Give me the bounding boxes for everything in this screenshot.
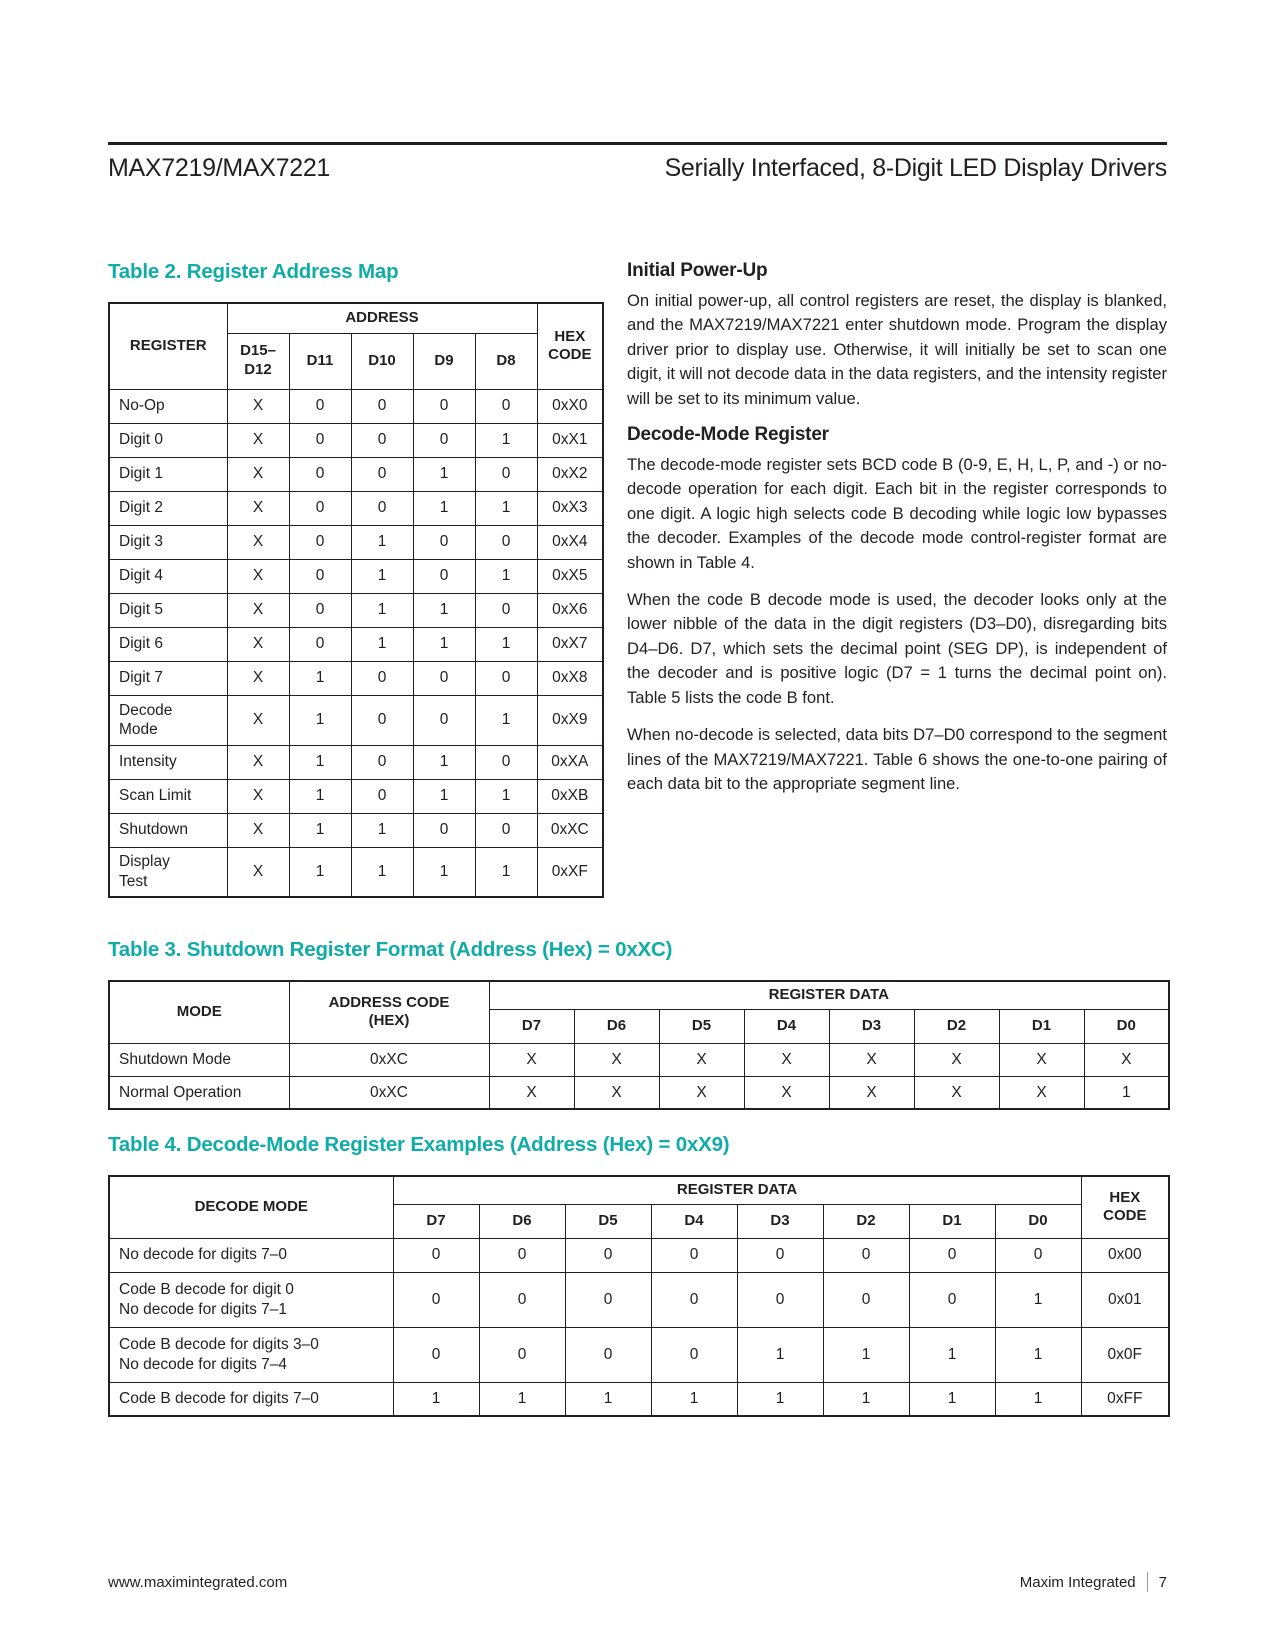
- footer-separator: [1147, 1572, 1148, 1592]
- bit-cell: X: [744, 1043, 829, 1076]
- mode-cell: Shutdown Mode: [109, 1043, 289, 1076]
- page-header: [108, 142, 1167, 183]
- col-header-d8: D8: [475, 333, 537, 389]
- bit-cell: X: [829, 1076, 914, 1109]
- bit-cell: X: [574, 1076, 659, 1109]
- table-row: [109, 779, 603, 813]
- table2-title: Table 2. Register Address Map: [108, 260, 399, 283]
- bit-cell: 1: [289, 847, 351, 897]
- register-name-cell: Digit 0: [109, 423, 227, 457]
- bit-cell: 1: [909, 1327, 995, 1382]
- bit-cell: X: [227, 627, 289, 661]
- bit-cell: 1: [475, 491, 537, 525]
- bit-cell: X: [659, 1076, 744, 1109]
- table-row: [109, 661, 603, 695]
- bit-cell: 0: [351, 423, 413, 457]
- section-decode-mode-register: [627, 424, 1167, 796]
- bit-cell: 0: [651, 1327, 737, 1382]
- col-header-d6: D6: [574, 1009, 659, 1043]
- footer-company: Maxim Integrated: [1019, 1573, 1136, 1591]
- hex-cell: 0xX2: [537, 457, 603, 491]
- bit-cell: 0: [565, 1272, 651, 1327]
- col-header-d7: D7: [489, 1009, 574, 1043]
- address-cell: 0xXC: [289, 1076, 489, 1109]
- bit-cell: 0: [289, 423, 351, 457]
- bit-cell: X: [227, 559, 289, 593]
- bit-cell: 0: [289, 457, 351, 491]
- bit-cell: X: [227, 745, 289, 779]
- bit-cell: X: [489, 1043, 574, 1076]
- bit-cell: X: [914, 1043, 999, 1076]
- product-name: MAX7219/MAX7221: [108, 154, 331, 182]
- hex-cell: 0xX0: [537, 389, 603, 423]
- bit-cell: 1: [289, 745, 351, 779]
- bit-cell: 0: [909, 1272, 995, 1327]
- col-header-d2: D2: [823, 1204, 909, 1238]
- right-column: [627, 260, 1167, 898]
- bit-cell: 0: [351, 779, 413, 813]
- table3-title: Table 3. Shutdown Register Format (Address (Hex) = 0xXC): [108, 938, 673, 961]
- hex-cell: 0x0F: [1081, 1327, 1169, 1382]
- table-row: [109, 423, 603, 457]
- col-header-d7: D7: [393, 1204, 479, 1238]
- bit-cell: X: [227, 593, 289, 627]
- bit-cell: 1: [413, 593, 475, 627]
- bit-cell: X: [914, 1076, 999, 1109]
- decode-mode-register-examples-table: [108, 1175, 1170, 1417]
- bit-cell: X: [227, 525, 289, 559]
- bit-cell: 1: [289, 661, 351, 695]
- table-row: [109, 627, 603, 661]
- bit-cell: 0: [413, 695, 475, 745]
- register-name-cell: Digit 3: [109, 525, 227, 559]
- bit-cell: 0: [393, 1327, 479, 1382]
- bit-cell: 0: [475, 593, 537, 627]
- col-header-address: ADDRESS: [227, 303, 537, 333]
- bit-cell: 1: [475, 779, 537, 813]
- bit-cell: 0: [475, 661, 537, 695]
- table3-section: [108, 938, 1168, 1110]
- bit-cell: 0: [823, 1238, 909, 1272]
- bit-cell: 0: [413, 813, 475, 847]
- register-address-map-table: [108, 302, 604, 898]
- col-header-d4: D4: [744, 1009, 829, 1043]
- col-header-register: REGISTER: [109, 303, 227, 389]
- section-heading: Decode-Mode Register: [627, 424, 829, 446]
- bit-cell: X: [227, 695, 289, 745]
- hex-cell: 0xX1: [537, 423, 603, 457]
- bit-cell: 1: [289, 779, 351, 813]
- hex-cell: 0xX6: [537, 593, 603, 627]
- bit-cell: 1: [737, 1327, 823, 1382]
- bit-cell: 0: [289, 389, 351, 423]
- bit-cell: X: [489, 1076, 574, 1109]
- hex-cell: 0xXC: [537, 813, 603, 847]
- bit-cell: 0: [289, 627, 351, 661]
- bit-cell: X: [659, 1043, 744, 1076]
- bit-cell: 1: [1084, 1076, 1169, 1109]
- register-name-cell: Shutdown: [109, 813, 227, 847]
- col-header-mode: MODE: [109, 981, 289, 1043]
- bit-cell: 1: [413, 847, 475, 897]
- bit-cell: 0: [475, 745, 537, 779]
- col-header-register-data: REGISTER DATA: [489, 981, 1169, 1009]
- bit-cell: 0: [479, 1272, 565, 1327]
- document-title: Serially Interfaced, 8-Digit LED Display Drivers: [664, 154, 1167, 182]
- bit-cell: 1: [289, 695, 351, 745]
- register-name-cell: Digit 1: [109, 457, 227, 491]
- shutdown-register-format-table: [108, 980, 1170, 1110]
- bit-cell: 0: [823, 1272, 909, 1327]
- bit-cell: X: [227, 661, 289, 695]
- bit-cell: 1: [289, 813, 351, 847]
- register-name-cell: Digit 5: [109, 593, 227, 627]
- bit-cell: 0: [475, 457, 537, 491]
- page-footer: [108, 1572, 1167, 1592]
- bit-cell: X: [227, 779, 289, 813]
- bit-cell: 0: [413, 559, 475, 593]
- table4-section: [108, 1133, 1168, 1417]
- hex-cell: 0xXA: [537, 745, 603, 779]
- bit-cell: 1: [475, 627, 537, 661]
- bit-cell: X: [574, 1043, 659, 1076]
- bit-cell: 1: [351, 847, 413, 897]
- table-row: [109, 1076, 1169, 1109]
- col-header-d0: D0: [1084, 1009, 1169, 1043]
- col-header-d4: D4: [651, 1204, 737, 1238]
- bit-cell: X: [227, 389, 289, 423]
- bit-cell: X: [227, 813, 289, 847]
- bit-cell: 0: [413, 661, 475, 695]
- bit-cell: 1: [651, 1382, 737, 1416]
- register-name-cell: Intensity: [109, 745, 227, 779]
- bit-cell: 0: [909, 1238, 995, 1272]
- col-header-d10: D10: [351, 333, 413, 389]
- bit-cell: 1: [995, 1272, 1081, 1327]
- table4-title: Table 4. Decode-Mode Register Examples (Address (Hex) = 0xX9): [108, 1133, 730, 1156]
- bit-cell: 1: [475, 559, 537, 593]
- bit-cell: X: [999, 1043, 1084, 1076]
- table-row: [109, 1272, 1169, 1327]
- bit-cell: 1: [351, 627, 413, 661]
- bit-cell: 1: [351, 593, 413, 627]
- hex-cell: 0xX4: [537, 525, 603, 559]
- bit-cell: 1: [479, 1382, 565, 1416]
- mode-cell: Normal Operation: [109, 1076, 289, 1109]
- address-cell: 0xXC: [289, 1043, 489, 1076]
- paragraph: On initial power-up, all control registers are reset, the display is blanked, and the MAX7219/MAX7221 enter shutdown mode. Program the display driver prior to display use. Otherwise, it will initially be set to scan one digit, it will not decode data in the data registers, and the intensity register will be set to its minimum value.: [627, 291, 1167, 408]
- bit-cell: 0: [289, 491, 351, 525]
- decode-mode-cell: No decode for digits 7–0: [109, 1238, 393, 1272]
- hex-cell: 0xX3: [537, 491, 603, 525]
- footer-url-link[interactable]: www.maximintegrated.com: [108, 1573, 288, 1591]
- col-header-hex-code: HEX CODE: [537, 303, 603, 389]
- table-row: [109, 1043, 1169, 1076]
- hex-cell: 0xXF: [537, 847, 603, 897]
- bit-cell: 0: [475, 525, 537, 559]
- bit-cell: 1: [413, 745, 475, 779]
- bit-cell: 0: [289, 525, 351, 559]
- bit-cell: X: [227, 847, 289, 897]
- left-column: [108, 260, 605, 898]
- bit-cell: 0: [351, 661, 413, 695]
- table-row: [109, 813, 603, 847]
- bit-cell: 0: [351, 695, 413, 745]
- bit-cell: X: [999, 1076, 1084, 1109]
- col-header-decode-mode: DECODE MODE: [109, 1176, 393, 1238]
- col-header-d11: D11: [289, 333, 351, 389]
- bit-cell: X: [744, 1076, 829, 1109]
- col-header-d1: D1: [909, 1204, 995, 1238]
- section-heading: Initial Power-Up: [627, 260, 768, 281]
- col-header-d6: D6: [479, 1204, 565, 1238]
- bit-cell: 1: [995, 1382, 1081, 1416]
- hex-cell: 0xX9: [537, 695, 603, 745]
- bit-cell: 0: [393, 1238, 479, 1272]
- table-row: [109, 745, 603, 779]
- bit-cell: 0: [351, 491, 413, 525]
- decode-mode-cell: Code B decode for digit 0 No decode for digits 7–1: [109, 1272, 393, 1327]
- col-header-d9: D9: [413, 333, 475, 389]
- table-row: [109, 491, 603, 525]
- hex-cell: 0xX8: [537, 661, 603, 695]
- bit-cell: X: [1084, 1043, 1169, 1076]
- bit-cell: 0: [479, 1238, 565, 1272]
- bit-cell: 0: [479, 1327, 565, 1382]
- bit-cell: 0: [651, 1272, 737, 1327]
- table-row: [109, 559, 603, 593]
- col-header-d5: D5: [565, 1204, 651, 1238]
- col-header-d3: D3: [737, 1204, 823, 1238]
- register-name-cell: Scan Limit: [109, 779, 227, 813]
- table-row: [109, 457, 603, 491]
- hex-cell: 0xXB: [537, 779, 603, 813]
- bit-cell: 0: [475, 389, 537, 423]
- bit-cell: 0: [413, 423, 475, 457]
- bit-cell: 0: [995, 1238, 1081, 1272]
- table-row: [109, 389, 603, 423]
- bit-cell: 0: [413, 389, 475, 423]
- bit-cell: X: [227, 457, 289, 491]
- col-header-d1: D1: [999, 1009, 1084, 1043]
- page-number: 7: [1158, 1573, 1167, 1591]
- hex-cell: 0xFF: [1081, 1382, 1169, 1416]
- hex-cell: 0x00: [1081, 1238, 1169, 1272]
- table-row: [109, 1327, 1169, 1382]
- paragraph: When the code B decode mode is used, the decoder looks only at the lower nibble of the data in the digit registers (D3–D0), disregarding bits D4–D6. D7, which sets the decimal point (SEG DP), is independent of the decoder and is positive logic (D7 = 1 turns the decimal point on). Table 5 lists the code B font.: [627, 590, 1167, 707]
- bit-cell: 0: [651, 1238, 737, 1272]
- bit-cell: 1: [413, 457, 475, 491]
- paragraph: When no-decode is selected, data bits D7–D0 correspond to the segment lines of the MAX7219/MAX7221. Table 6 shows the one-to-one pairing of each data bit to the appropriate segment line.: [627, 725, 1167, 793]
- bit-cell: 1: [565, 1382, 651, 1416]
- register-name-cell: Display Test: [109, 847, 227, 897]
- bit-cell: 1: [351, 559, 413, 593]
- bit-cell: 1: [823, 1382, 909, 1416]
- table-row: [109, 593, 603, 627]
- table-row: [109, 847, 603, 897]
- table-row: [109, 695, 603, 745]
- hex-cell: 0xX5: [537, 559, 603, 593]
- top-content: [108, 260, 1167, 898]
- bit-cell: 1: [995, 1327, 1081, 1382]
- table-row: [109, 525, 603, 559]
- bit-cell: 0: [413, 525, 475, 559]
- hex-cell: 0x01: [1081, 1272, 1169, 1327]
- bit-cell: 1: [737, 1382, 823, 1416]
- col-header-d2: D2: [914, 1009, 999, 1043]
- bit-cell: X: [227, 491, 289, 525]
- bit-cell: 1: [475, 695, 537, 745]
- bit-cell: 1: [393, 1382, 479, 1416]
- col-header-address-code: ADDRESS CODE (HEX): [289, 981, 489, 1043]
- bit-cell: 0: [351, 745, 413, 779]
- bit-cell: 1: [475, 847, 537, 897]
- section-initial-power-up: [627, 260, 1167, 411]
- bit-cell: X: [829, 1043, 914, 1076]
- bit-cell: 0: [351, 457, 413, 491]
- bit-cell: 1: [351, 525, 413, 559]
- bit-cell: 0: [737, 1238, 823, 1272]
- register-name-cell: Digit 4: [109, 559, 227, 593]
- footer-right: [1020, 1572, 1167, 1592]
- col-header-d0: D0: [995, 1204, 1081, 1238]
- bit-cell: 0: [351, 389, 413, 423]
- table-row: [109, 1238, 1169, 1272]
- hex-cell: 0xX7: [537, 627, 603, 661]
- bit-cell: 1: [351, 813, 413, 847]
- decode-mode-cell: Code B decode for digits 7–0: [109, 1382, 393, 1416]
- bit-cell: 0: [737, 1272, 823, 1327]
- col-header-hex-code: HEX CODE: [1081, 1176, 1169, 1238]
- table-row: [109, 1382, 1169, 1416]
- bit-cell: 1: [413, 627, 475, 661]
- bit-cell: 1: [909, 1382, 995, 1416]
- register-name-cell: No-Op: [109, 389, 227, 423]
- bit-cell: 0: [289, 559, 351, 593]
- bit-cell: 1: [413, 779, 475, 813]
- bit-cell: 0: [289, 593, 351, 627]
- register-name-cell: Decode Mode: [109, 695, 227, 745]
- register-name-cell: Digit 2: [109, 491, 227, 525]
- bit-cell: 0: [393, 1272, 479, 1327]
- col-header-d15-d12: D15– D12: [227, 333, 289, 389]
- bit-cell: 0: [565, 1238, 651, 1272]
- paragraph: The decode-mode register sets BCD code B (0-9, E, H, L, P, and -) or no-decode operation for each digit. Each bit in the register corresponds to one digit. A logic high selects code B decoding while logic low bypasses the decoder. Examples of the decode mode control-register format are shown in Table 4.: [627, 455, 1167, 572]
- col-header-d5: D5: [659, 1009, 744, 1043]
- bit-cell: 1: [413, 491, 475, 525]
- bit-cell: 1: [475, 423, 537, 457]
- register-name-cell: Digit 7: [109, 661, 227, 695]
- col-header-register-data: REGISTER DATA: [393, 1176, 1081, 1204]
- col-header-d3: D3: [829, 1009, 914, 1043]
- bit-cell: 0: [565, 1327, 651, 1382]
- register-name-cell: Digit 6: [109, 627, 227, 661]
- bit-cell: 1: [823, 1327, 909, 1382]
- bit-cell: 0: [475, 813, 537, 847]
- bit-cell: X: [227, 423, 289, 457]
- decode-mode-cell: Code B decode for digits 3–0 No decode for digits 7–4: [109, 1327, 393, 1382]
